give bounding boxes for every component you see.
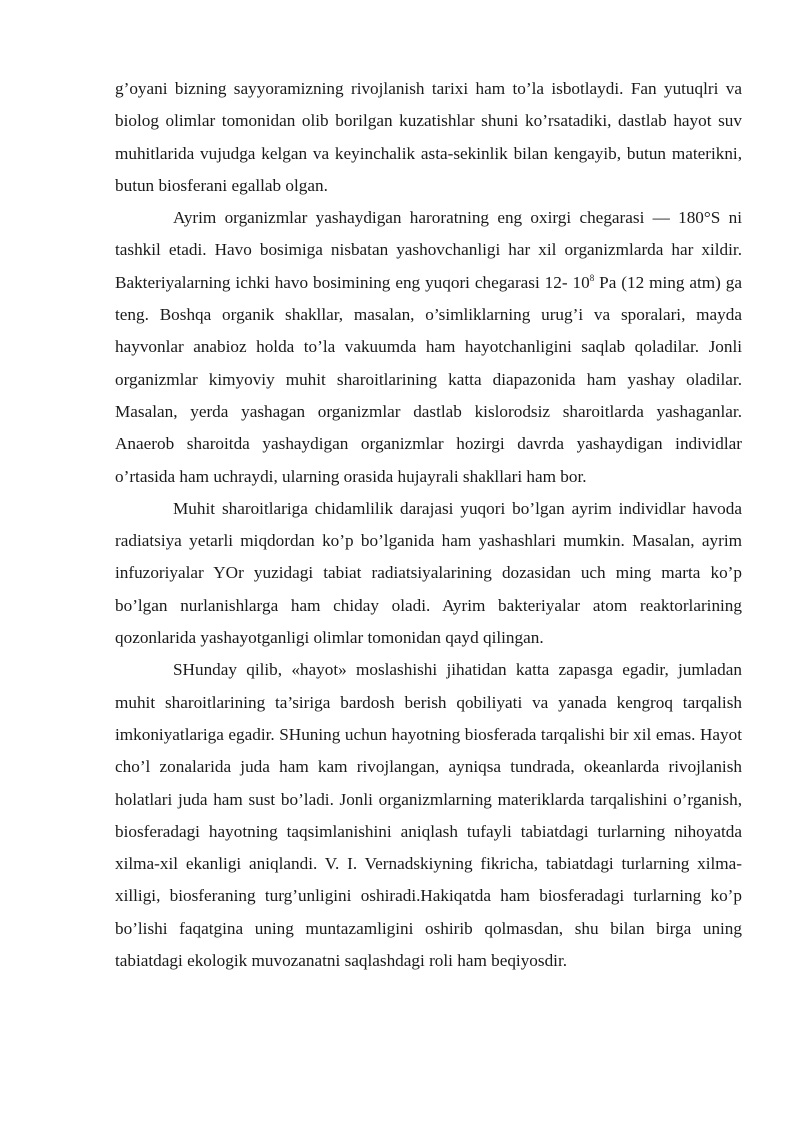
exponent-superscript: 8 — [589, 272, 595, 283]
document-page — [115, 73, 742, 977]
paragraph-2 — [115, 202, 742, 493]
paragraph-2-text-b: Pa (12 ming atm) ga teng. Boshqa organik shakllar, masalan, o’simliklarning urug’i va sporalari, mayda hayvonlar anabioz holda to’la vakuumda ham hayotchanligini saqlab qoladilar. Jonli organizmlar kimyoviy muhit sharoitlarining katta diapazonida ham yashay oladilar. Masalan, yerda yashagan organizmlar dastlab kislorodsiz sharoitlarda yashaganlar. Anaerob sharoitda yashaydigan organizmlar hozirgi davrda yashaydigan individlar o’rtasida ham uchraydi, ularning orasida hujayrali shakllari ham bor. — [115, 272, 742, 486]
paragraph-4: SHunday qilib, «hayot» moslashishi jihatidan katta zapasga egadir, jumladan muhit sharoitlarining ta’siriga bardosh berish qobiliyati va yanada kengroq tarqalish imkoniyatlariga egadir. SHuning uchun hayotning biosferada tarqalishi bir xil emas. Hayot cho’l zonalarida juda ham kam rivojlangan, ayniqsa tundrada, okeanlarda rivojlanish holatlari juda ham sust bo’ladi. Jonli organizmlarning materiklarda tarqalishini o’rganish, biosferadagi hayotning taqsimlanishini aniqlash tufayli tabiatdagi turlarning nihoyatda xilma-xil ekanligi aniqlandi. V. I. Vernadskiyning fikricha, tabiatdagi turlarning xilma-xilligi, biosferaning turg’unligini oshiradi.Hakiqatda ham biosferadagi turlarning ko’p bo’lishi faqatgina uning muntazamligini oshirib qolmasdan, shu bilan birga uning tabiatdagi ekologik muvozanatni saqlashdagi roli ham beqiyosdir. — [115, 660, 742, 971]
paragraph-2-text-a: Ayrim organizmlar yashaydigan haroratning eng oxirgi chegarasi — 180°S ni tashkil etadi. Havo bosimiga nisbatan yashovchanligi har xil organizmlarda har xildir. Bakteriyalarning ichki havo bosimining eng yuqori chegarasi 12- 10 — [115, 208, 742, 292]
paragraph-1: g’oyani bizning sayyoramizning rivojlanish tarixi ham to’la isbotlaydi. Fan yutuqlri va biolog olimlar tomonidan olib borilgan kuzatishlar shuni ko’rsatadiki, dastlab hayot suv muhitlarida vujudga kelgan va keyinchalik asta-sekinlik bilan kengayib, butun materikni, butun biosferani egallab olgan. — [115, 79, 742, 195]
paragraph-3: Muhit sharoitlariga chidamlilik darajasi yuqori bo’lgan ayrim individlar havoda radiatsiya yetarli miqdordan ko’p bo’lganida ham yashashlari mumkin. Masalan, ayrim infuzoriyalar YOr yuzidagi tabiat radiatsiyalarining dozasidan uch ming marta ko’p bo’lgan nurlanishlarga ham chiday oladi. Ayrim bakteriyalar atom reaktorlarining qozonlarida yashayotganligi olimlar tomonidan qayd qilingan. — [115, 498, 742, 648]
